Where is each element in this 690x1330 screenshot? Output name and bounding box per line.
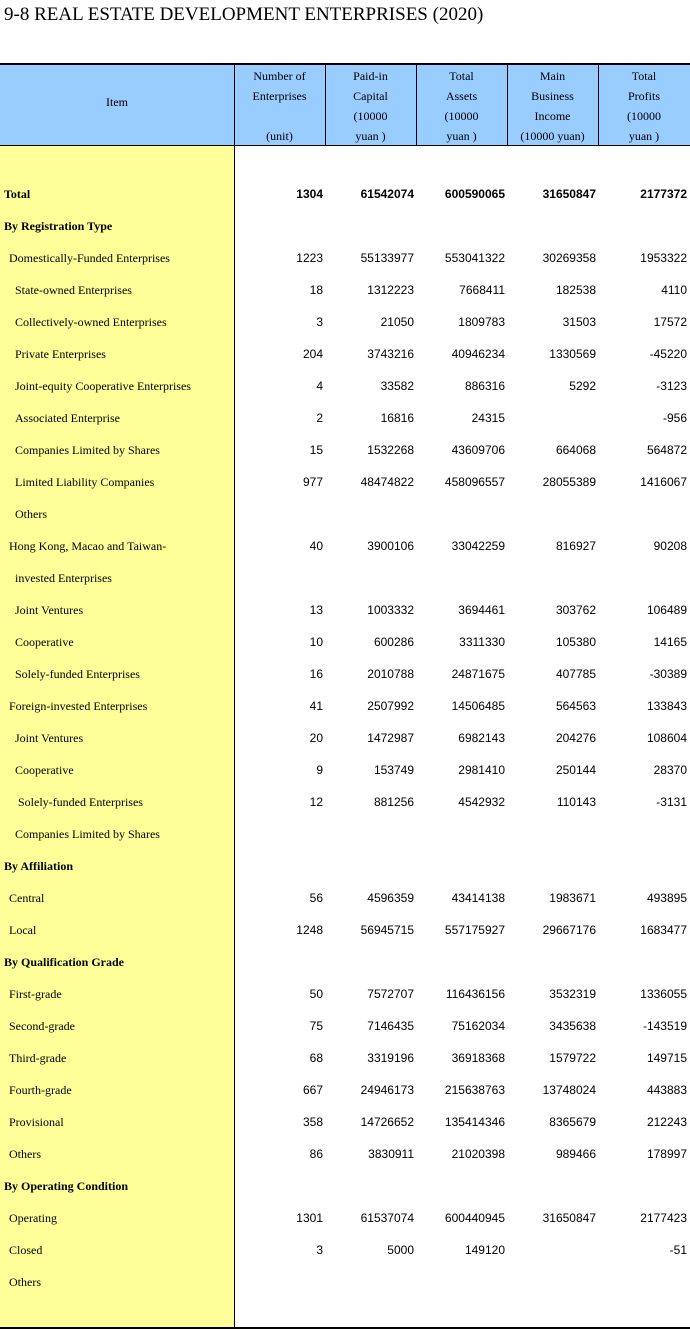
cell-value: 212243 bbox=[646, 1115, 687, 1129]
cell-value: 12 bbox=[309, 795, 323, 809]
cell-value: 50 bbox=[309, 987, 323, 1001]
row-label: Associated Enterprise bbox=[15, 411, 120, 425]
section-row bbox=[0, 210, 690, 242]
cell-value: 358 bbox=[302, 1115, 323, 1129]
cell-value: 40 bbox=[309, 539, 323, 553]
cell-value: 3311330 bbox=[459, 635, 505, 649]
cell-value: 178997 bbox=[646, 1147, 687, 1161]
cell-value: 24315 bbox=[471, 411, 505, 425]
cell-value: 1683477 bbox=[640, 923, 687, 937]
cell-value: 61537074 bbox=[360, 1211, 414, 1225]
cell-value: 553041322 bbox=[444, 251, 505, 265]
table-row bbox=[0, 1266, 690, 1298]
cell-value: 3319196 bbox=[367, 1051, 414, 1065]
cell-value: 43609706 bbox=[451, 443, 505, 457]
row-label: Foreign-invested Enterprises bbox=[9, 699, 148, 713]
table-row bbox=[0, 338, 690, 370]
row-label: Operating bbox=[9, 1211, 57, 1225]
cell-value: 1983671 bbox=[549, 891, 596, 905]
cell-value: 30269358 bbox=[542, 251, 596, 265]
table-row bbox=[0, 978, 690, 1010]
cell-value: 4 bbox=[316, 379, 323, 393]
cell-value: 15 bbox=[309, 443, 323, 457]
cell-value: 116436156 bbox=[445, 987, 505, 1001]
header-total-profits: Total Profits (10000 yuan ) bbox=[627, 69, 661, 143]
cell-value: -143519 bbox=[642, 1019, 687, 1033]
cell-value: 3743216 bbox=[367, 347, 414, 361]
row-label: Others bbox=[15, 507, 47, 521]
row-label: Private Enterprises bbox=[15, 347, 106, 361]
row-label: Cooperative bbox=[15, 635, 74, 649]
cell-value: 4596359 bbox=[367, 891, 414, 905]
cell-value: 3532319 bbox=[549, 987, 596, 1001]
cell-value: 2 bbox=[316, 411, 323, 425]
table-row bbox=[0, 594, 690, 626]
cell-value: 36918368 bbox=[451, 1051, 505, 1065]
cell-value: 24946173 bbox=[360, 1083, 414, 1097]
cell-value: 1301 bbox=[296, 1211, 323, 1225]
table-row bbox=[0, 178, 690, 210]
cell-value: 881256 bbox=[373, 795, 414, 809]
table-row bbox=[0, 1138, 690, 1170]
cell-value: 600286 bbox=[373, 635, 414, 649]
row-label: Limited Liability Companies bbox=[15, 475, 155, 489]
cell-value: 75162034 bbox=[451, 1019, 505, 1033]
cell-value: 667 bbox=[302, 1083, 323, 1097]
cell-value: 10 bbox=[309, 635, 323, 649]
cell-value: 3435638 bbox=[549, 1019, 596, 1033]
cell-value: 2177372 bbox=[640, 187, 687, 201]
cell-value: 16 bbox=[309, 667, 323, 681]
cell-value: 493895 bbox=[646, 891, 687, 905]
cell-value: 33042259 bbox=[451, 539, 505, 553]
table-row bbox=[0, 818, 690, 850]
cell-value: 106489 bbox=[646, 603, 687, 617]
cell-value: 664068 bbox=[555, 443, 596, 457]
row-label: Total bbox=[4, 187, 31, 201]
cell-value: 1416067 bbox=[640, 475, 687, 489]
cell-value: 55133977 bbox=[360, 251, 414, 265]
table-row bbox=[0, 1106, 690, 1138]
row-label: Joint Ventures bbox=[15, 603, 84, 617]
table-row bbox=[0, 1234, 690, 1266]
cell-value: -45220 bbox=[649, 347, 687, 361]
table-row bbox=[0, 658, 690, 690]
cell-value: 153749 bbox=[373, 763, 414, 777]
cell-value: 108604 bbox=[646, 731, 687, 745]
cell-value: 250144 bbox=[555, 763, 596, 777]
cell-value: 2177423 bbox=[640, 1211, 687, 1225]
cell-value: 1304 bbox=[296, 187, 323, 201]
cell-value: 31650847 bbox=[542, 187, 596, 201]
cell-value: 14726652 bbox=[360, 1115, 414, 1129]
row-label: Companies Limited by Shares bbox=[15, 827, 160, 841]
cell-value: 86 bbox=[309, 1147, 323, 1161]
cell-value: 149715 bbox=[646, 1051, 687, 1065]
cell-value: 41 bbox=[309, 699, 323, 713]
cell-value: 600590065 bbox=[444, 187, 505, 201]
table-row bbox=[0, 626, 690, 658]
cell-value: 29667176 bbox=[542, 923, 596, 937]
table-row bbox=[0, 914, 690, 946]
cell-value: 5000 bbox=[387, 1243, 414, 1257]
row-label: Central bbox=[9, 891, 45, 905]
cell-value: 1003332 bbox=[367, 603, 414, 617]
section-row bbox=[0, 946, 690, 978]
cell-value: 989466 bbox=[555, 1147, 596, 1161]
row-label: By Affiliation bbox=[4, 859, 74, 873]
cell-value: 14165 bbox=[653, 635, 687, 649]
cell-value: 1953322 bbox=[640, 251, 687, 265]
cell-value: 28055389 bbox=[542, 475, 596, 489]
row-label: Others bbox=[9, 1275, 41, 1289]
cell-value: 61542074 bbox=[360, 187, 414, 201]
table-row bbox=[0, 370, 690, 402]
cell-value: -3131 bbox=[656, 795, 687, 809]
cell-value: 68 bbox=[309, 1051, 323, 1065]
cell-value: 14506485 bbox=[451, 699, 505, 713]
table-row bbox=[0, 1074, 690, 1106]
cell-value: 564563 bbox=[555, 699, 596, 713]
cell-value: 7572707 bbox=[367, 987, 414, 1001]
cell-value: 40946234 bbox=[451, 347, 505, 361]
cell-value: 886316 bbox=[464, 379, 505, 393]
row-label: First-grade bbox=[9, 987, 62, 1001]
cell-value: -956 bbox=[662, 411, 687, 425]
cell-value: 21020398 bbox=[451, 1147, 505, 1161]
cell-value: 215638763 bbox=[444, 1083, 505, 1097]
cell-value: 21050 bbox=[380, 315, 414, 329]
table-row bbox=[0, 722, 690, 754]
cell-value: 7146435 bbox=[367, 1019, 414, 1033]
cell-value: 2010788 bbox=[367, 667, 414, 681]
table-row bbox=[0, 1202, 690, 1234]
row-label: invested Enterprises bbox=[15, 571, 112, 585]
cell-value: 1579722 bbox=[549, 1051, 596, 1065]
cell-value: 48474822 bbox=[360, 475, 414, 489]
cell-value: 458096557 bbox=[444, 475, 505, 489]
cell-value: 3830911 bbox=[368, 1147, 414, 1161]
row-label: Cooperative bbox=[15, 763, 74, 777]
header-total-assets: Total Assets (10000 yuan ) bbox=[444, 69, 479, 143]
table-row bbox=[0, 466, 690, 498]
header-main-business-income: Main Business Income (10000 yuan) bbox=[520, 69, 585, 143]
table-row bbox=[0, 786, 690, 818]
row-label: Solely-funded Enterprises bbox=[15, 667, 140, 681]
cell-value: 407785 bbox=[555, 667, 596, 681]
row-label: Collectively-owned Enterprises bbox=[15, 315, 167, 329]
table-row bbox=[0, 306, 690, 338]
table-row bbox=[0, 882, 690, 914]
cell-value: 31503 bbox=[562, 315, 596, 329]
cell-value: 557175927 bbox=[444, 923, 505, 937]
row-label: Hong Kong, Macao and Taiwan- bbox=[9, 539, 167, 553]
row-label: Solely-funded Enterprises bbox=[18, 795, 143, 809]
table-row bbox=[0, 754, 690, 786]
row-label: Second-grade bbox=[9, 1019, 75, 1033]
row-label: Third-grade bbox=[9, 1051, 67, 1065]
row-label: Domestically-Funded Enterprises bbox=[9, 251, 170, 265]
cell-value: 600440945 bbox=[444, 1211, 505, 1225]
table-row bbox=[0, 690, 690, 722]
row-label: State-owned Enterprises bbox=[15, 283, 132, 297]
cell-value: 1248 bbox=[296, 923, 323, 937]
cell-value: 135414346 bbox=[444, 1115, 505, 1129]
cell-value: 2507992 bbox=[367, 699, 414, 713]
cell-value: 18 bbox=[309, 283, 323, 297]
cell-value: 443883 bbox=[646, 1083, 687, 1097]
cell-value: 3900106 bbox=[367, 539, 414, 553]
row-label: Others bbox=[9, 1147, 41, 1161]
cell-value: 1532268 bbox=[367, 443, 414, 457]
cell-value: 977 bbox=[302, 475, 323, 489]
table-row bbox=[0, 402, 690, 434]
cell-value: 133843 bbox=[646, 699, 687, 713]
cell-value: 13 bbox=[309, 603, 323, 617]
cell-value: 24871675 bbox=[451, 667, 505, 681]
cell-value: 2981410 bbox=[458, 763, 505, 777]
cell-value: 90208 bbox=[653, 539, 687, 553]
cell-value: 4110 bbox=[661, 283, 687, 297]
cell-value: 8365679 bbox=[549, 1115, 596, 1129]
cell-value: 9 bbox=[316, 763, 323, 777]
cell-value: 33582 bbox=[380, 379, 414, 393]
row-label: By Operating Condition bbox=[4, 1179, 129, 1193]
cell-value: 1223 bbox=[296, 251, 323, 265]
cell-value: 56945715 bbox=[360, 923, 414, 937]
cell-value: 105380 bbox=[555, 635, 596, 649]
header-item: Item bbox=[106, 95, 128, 109]
cell-value: 75 bbox=[309, 1019, 323, 1033]
cell-value: 43414138 bbox=[451, 891, 505, 905]
cell-value: 6982143 bbox=[458, 731, 505, 745]
table-row bbox=[0, 530, 690, 562]
row-label: Joint Ventures bbox=[15, 731, 84, 745]
cell-value: 17572 bbox=[653, 315, 687, 329]
section-row bbox=[0, 850, 690, 882]
row-label: Joint-equity Cooperative Enterprises bbox=[15, 379, 191, 393]
cell-value: 149120 bbox=[464, 1243, 505, 1257]
cell-value: 3 bbox=[316, 315, 323, 329]
cell-value: 3694461 bbox=[458, 603, 505, 617]
cell-value: 182538 bbox=[555, 283, 596, 297]
table-row bbox=[0, 274, 690, 306]
cell-value: 204276 bbox=[555, 731, 596, 745]
cell-value: 3 bbox=[316, 1243, 323, 1257]
table-row bbox=[0, 1010, 690, 1042]
page-title: 9-8 REAL ESTATE DEVELOPMENT ENTERPRISES (2020) bbox=[4, 4, 484, 25]
header-number-of-enterprises: Number of Enterprises (unit) bbox=[252, 69, 307, 143]
cell-value: 564872 bbox=[646, 443, 687, 457]
cell-value: 110143 bbox=[556, 795, 596, 809]
cell-value: 28370 bbox=[653, 763, 687, 777]
cell-value: -30389 bbox=[649, 667, 687, 681]
cell-value: 1312223 bbox=[367, 283, 414, 297]
row-label: Companies Limited by Shares bbox=[15, 443, 160, 457]
cell-value: 31650847 bbox=[542, 1211, 596, 1225]
cell-value: 16816 bbox=[380, 411, 414, 425]
table-row bbox=[0, 434, 690, 466]
table-bottom-rule bbox=[0, 1327, 690, 1329]
table-row bbox=[0, 498, 690, 530]
row-label: Provisional bbox=[9, 1115, 64, 1129]
cell-value: 7668411 bbox=[459, 283, 505, 297]
row-label: Fourth-grade bbox=[9, 1083, 72, 1097]
cell-value: 204 bbox=[302, 347, 323, 361]
table-row bbox=[0, 562, 690, 594]
cell-value: 1472987 bbox=[367, 731, 414, 745]
cell-value: 1336055 bbox=[640, 987, 687, 1001]
header-paid-in-capital: Paid-in Capital (10000 yuan ) bbox=[353, 69, 388, 143]
row-label: By Qualification Grade bbox=[4, 955, 124, 969]
cell-value: 4542932 bbox=[458, 795, 505, 809]
row-label: Closed bbox=[9, 1243, 43, 1257]
cell-value: 1330569 bbox=[549, 347, 596, 361]
cell-value: 5292 bbox=[569, 379, 596, 393]
cell-value: 1809783 bbox=[458, 315, 505, 329]
row-label: Local bbox=[9, 923, 37, 937]
cell-value: 303762 bbox=[555, 603, 596, 617]
cell-value: -51 bbox=[669, 1243, 687, 1257]
cell-value: 816927 bbox=[555, 539, 596, 553]
table-row bbox=[0, 1042, 690, 1074]
row-label: By Registration Type bbox=[4, 219, 113, 233]
section-row bbox=[0, 1170, 690, 1202]
cell-value: 20 bbox=[309, 731, 323, 745]
cell-value: -3123 bbox=[656, 379, 687, 393]
cell-value: 56 bbox=[309, 891, 323, 905]
table-row bbox=[0, 242, 690, 274]
cell-value: 13748024 bbox=[542, 1083, 596, 1097]
